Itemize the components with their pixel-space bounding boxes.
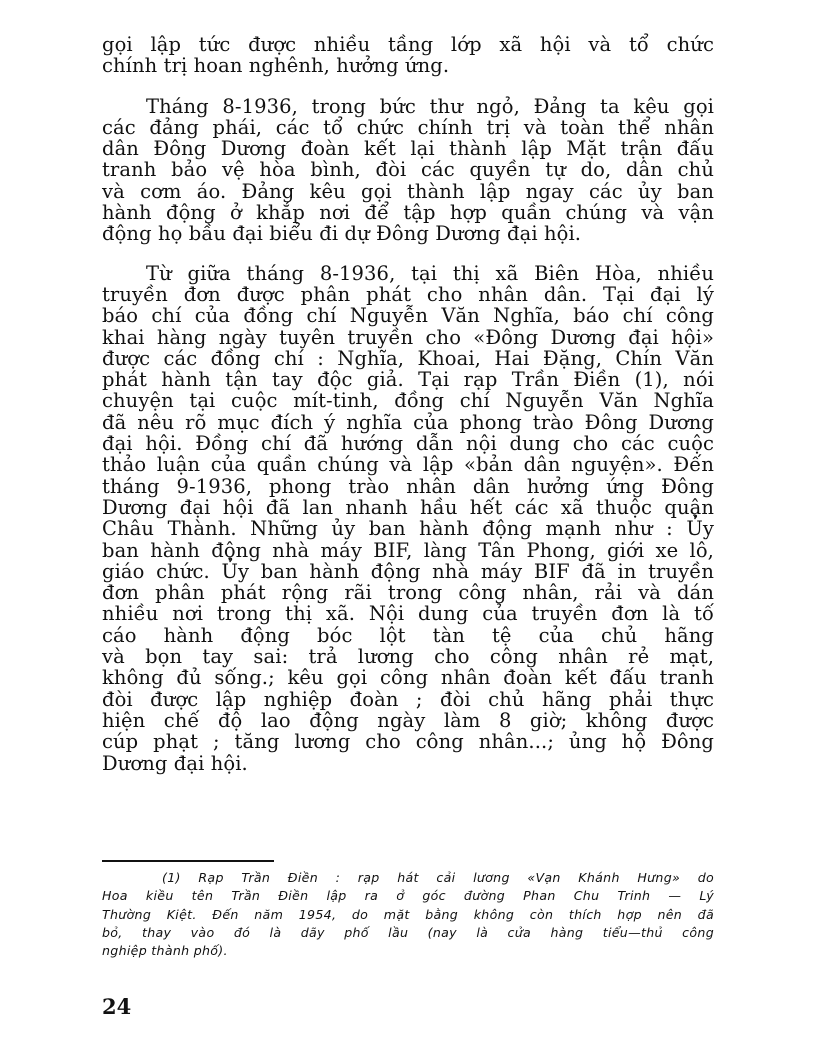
text-line: nhiều nơi trong thị xã. Nội dung của truyền đơn là tố [102,602,714,626]
paragraph-bien-hoa [102,263,714,774]
text-line: Dương đại hội. [102,751,248,775]
text-line: đại hội. Đồng chí đã hướng dẫn nội dung cho các cuộc [102,432,714,456]
text-line: phát hành tận tay độc giả. Tại rạp Trần Điền (1), nói [102,368,714,392]
text-line: dân Đông Dương đoàn kết lại thành lập Mặt trận đấu [102,137,714,161]
text-line: cúp phạt ; tăng lương cho công nhân...; ủng hộ Đông [102,730,714,754]
text-line: không đủ sống.; kêu gọi công nhân đoàn kết đấu tranh [102,666,714,690]
text-line: hiện chế độ lao động ngày làm 8 giờ; không được [102,708,714,732]
text-line: thảo luận của quần chúng và lập «bản dân nguyện». Đến [102,453,714,477]
footnote-divider [102,860,274,862]
paragraph-continuation [102,34,714,77]
text-line: Châu Thành. Những ủy ban hành động mạnh như : Ủy [102,517,714,541]
text-line: đã nêu rõ mục đích ý nghĩa của phong trào Đông Dương [102,410,714,434]
text-line: khai hàng ngày tuyên truyền cho «Đông Dương đại hội» [102,325,714,349]
page-number: 24 [102,994,132,1019]
text-line: và bọn tay sai: trả lương cho công nhân rẻ mạt, [102,645,714,669]
text-line: truyền đơn được phân phát cho nhân dân. Tại đại lý [102,282,714,306]
text-line: ban hành động nhà máy BIF, làng Tân Phong, giới xe lô, [102,538,714,562]
footnote [102,869,714,960]
text-line: chuyện tại cuộc mít-tinh, đồng chí Nguyễn Văn Nghĩa [102,389,714,413]
text-line: cáo hành động bóc lột tàn tệ của chủ hãng [102,623,714,647]
footnote-line: Thường Kiệt. Đến năm 1954, do mặt bằng không còn thích hợp nên đã [102,906,714,922]
text-line: đơn phân phát rộng rãi trong công nhân, rải và dán [102,581,714,605]
text-line: tranh bảo vệ hòa bình, đòi các quyền tự do, dân chủ [102,158,714,182]
text-line: các đảng phái, các tổ chức chính trị và toàn thể nhân [102,115,714,139]
text-line: hành động ở khắp nơi để tập hợp quần chúng và vận [102,201,714,225]
text-line: Từ giữa tháng 8-1936, tại thị xã Biên Hòa, nhiều [146,261,714,285]
page-body [102,34,714,774]
text-line: động họ bầu đại biểu đi dự Đông Dương đại hội. [102,222,582,246]
footnote-line: bỏ, thay vào đó là dãy phố lầu (nay là cửa hàng tiểu—thủ công [102,924,714,940]
text-line: giáo chức. Ủy ban hành động nhà máy BIF đã in truyền [102,559,714,583]
text-line: được các đồng chí : Nghĩa, Khoai, Hai Đặng, Chín Văn [102,346,714,370]
paragraph-august-1936 [102,96,714,245]
text-line: Tháng 8-1936, trong bức thư ngỏ, Đảng ta kêu gọi [146,94,714,118]
footnote-line: nghiệp thành phố). [102,943,228,959]
footnote-line: (1) Rạp Trần Điền : rạp hát cải lương «Vạn Khánh Hưng» do [162,870,714,885]
text-line: Dương đại hội đã lan nhanh hầu hết các xã thuộc quận [102,495,714,519]
text-line: chính trị hoan nghênh, hưởng ứng. [102,54,450,78]
text-line: và cơm áo. Đảng kêu gọi thành lập ngay các ủy ban [102,179,714,203]
text-line: báo chí của đồng chí Nguyễn Văn Nghĩa, báo chí công [102,304,714,328]
footnote-line: Hoa kiều tên Trần Điền lập ra ở góc đường Phan Chu Trinh — Lý [102,888,714,904]
text-line: tháng 9-1936, phong trào nhân dân hưởng ứng Đông [102,474,714,498]
text-line: đòi được lập nghiệp đoàn ; đòi chủ hãng phải thực [102,687,714,711]
text-line: gọi lập tức được nhiều tầng lớp xã hội và tổ chức [102,33,714,56]
